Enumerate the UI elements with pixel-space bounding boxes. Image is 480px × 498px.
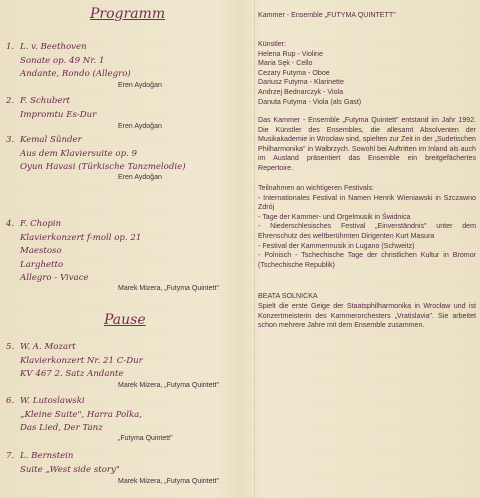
work-line: Andante, Rondo (Allegro)	[20, 69, 131, 80]
performer: Eren Aydoğan	[118, 123, 162, 130]
artist-line: Danuta Futyma - Viola (als Gast)	[258, 97, 362, 106]
program-item-7	[6, 450, 120, 477]
work-line: Impromtu Es-Dur	[20, 109, 97, 120]
artist-line: Maria Sęk - Cello	[258, 59, 313, 68]
item-number: 6.	[6, 396, 15, 406]
work-line: Klavierkonzert Nr. 21 C-Dur	[20, 355, 143, 366]
work-line: Aus dem Klaviersuite op. 9	[20, 148, 138, 159]
program-item-4	[6, 218, 141, 286]
program-heading: Programm	[90, 6, 166, 22]
performer: Marek Mizera, „Futyma Quintett"	[118, 382, 219, 389]
item-number: 7.	[6, 451, 15, 461]
performer: Marek Mizera, „Futyma Quintett"	[118, 285, 219, 292]
beata-description: Spielt die erste Geige der Staatsphilharmonika in Wrocław und ist Konzertmeisterin des Kammerorchesters „Vratislavia". Sie arbeitet schon mehrere Jahre mit dem Ensemble zusammen.	[258, 302, 476, 330]
artists-block	[258, 40, 476, 107]
item-number: 3.	[6, 135, 15, 145]
composer: F. Chopin	[20, 219, 62, 229]
kuenstler-label: Künstler:	[258, 40, 286, 48]
ensemble-description: Das Kammer - Ensemble „Futyma Quintett" entstand im Jahr 1992. Die Künstler des Ensembles, die allesamt Absolventen der Musikakademie in Wrocław sind, spielten zur Zeit in der „Sudetischen Philharmonika" in Wałbrzych. Sowohl bei Auftritten im Inland als auch im Ausland präsentiert das Ensemble ein breitgefächertes Repertoire.	[258, 116, 476, 172]
work-line: Das Lied, Der Tanz	[20, 423, 103, 434]
composer: W. A. Mozart	[20, 342, 76, 352]
item-number: 4.	[6, 219, 15, 229]
performer: Eren Aydoğan	[118, 82, 162, 89]
ensemble-panel	[258, 0, 480, 498]
composer: W. Lutoslawski	[20, 396, 85, 406]
program-item-2	[6, 95, 96, 122]
composer: L. Bernstein	[20, 451, 74, 461]
festivals-block	[258, 184, 476, 270]
item-number: 1.	[6, 42, 15, 52]
pause-heading: Pause	[104, 312, 146, 328]
festival-line: - Internationales Festival in Namen Henrik Wieniawski in Szczawno Zdrój	[258, 193, 476, 212]
composer: L. v. Beethoven	[20, 42, 87, 52]
work-line: Sonate op. 49 Nr. 1	[20, 55, 105, 66]
work-line: Klavierkonzert f-moll op. 21	[20, 232, 142, 243]
performer: „Futyma Quintett"	[118, 435, 173, 442]
performer: Eren Aydoğan	[118, 174, 162, 181]
work-line: KV 467 2. Satz Andante	[20, 369, 124, 380]
performer: Marek Mizera, „Futyma Quintett"	[118, 478, 219, 485]
work-line: Maestoso	[20, 246, 62, 257]
composer: F. Schubert	[20, 96, 71, 106]
work-line: Larghetto	[20, 259, 64, 270]
work-line: Oyun Havasi (Türkische Tanzmelodie)	[20, 162, 186, 173]
program-item-5	[6, 341, 143, 382]
artist-line: Dariusz Futyma - Klarinette	[258, 78, 344, 87]
composer: Kemal Sünder	[20, 135, 82, 145]
work-line: „Kleine Suite", Harra Polka,	[20, 409, 143, 420]
item-number: 5.	[6, 342, 15, 352]
work-line: Allegro - Vivace	[20, 273, 89, 284]
festival-line: - Festival der Kammermusik in Lugano (Schweitz)	[258, 241, 415, 250]
artist-line: Andrzej Bednarczyk - Viola	[258, 87, 344, 96]
ensemble-title: Kammer - Ensemble „FUTYMA QUINTETT"	[258, 11, 396, 19]
work-line: Suite „West side story"	[20, 464, 120, 475]
festivals-label: Teilnahmen an wichtigeren Festivals:	[258, 184, 374, 192]
artist-line: Helena Rup - Violine	[258, 49, 323, 58]
program-item-1	[6, 41, 131, 82]
page-fold	[254, 0, 256, 498]
festival-line: - Polnisch - Tschechische Tage der christlichen Kultur in Bromor (Tschechische Republik)	[258, 251, 476, 269]
beata-name: BEATA SOLNICKA	[258, 292, 318, 300]
festival-line: - Tage der Kammer- und Orgelmusik in Świdnica	[258, 212, 411, 221]
artist-line: Cezary Futyma - Oboe	[258, 68, 330, 77]
item-number: 2.	[6, 96, 15, 106]
program-item-3	[6, 134, 186, 175]
program-item-6	[6, 395, 142, 436]
festival-line: - Niederschlesisches Festival „Einverständnis" unter dem Ehrenschutz des weltberühmten Dirigenten Kurt Masura	[258, 222, 476, 240]
